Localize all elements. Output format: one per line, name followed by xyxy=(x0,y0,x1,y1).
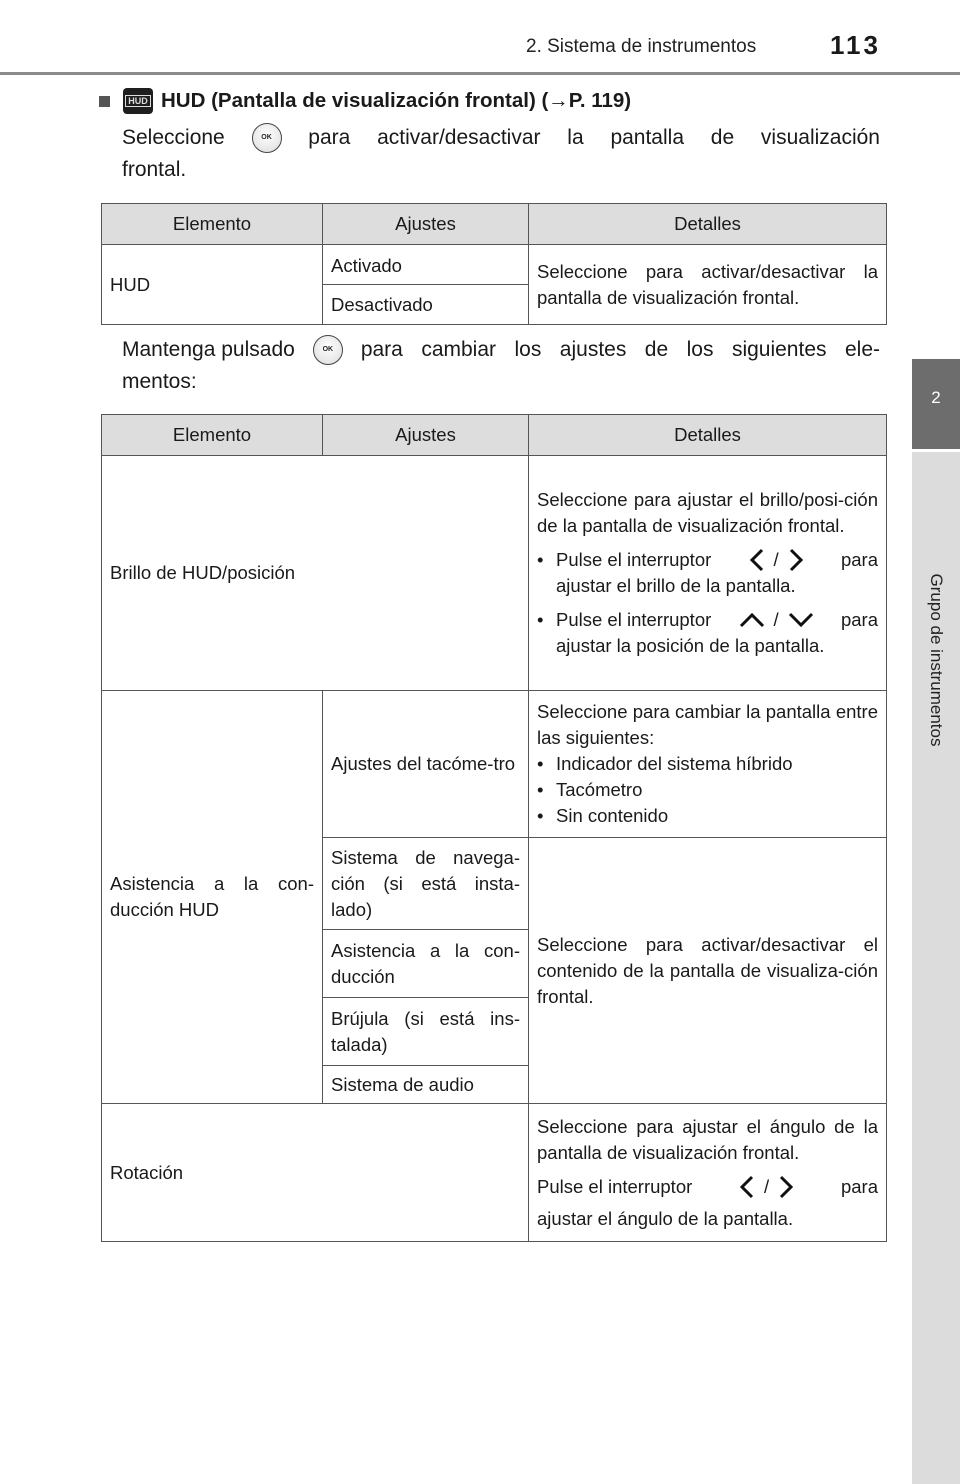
ok-button-icon: OK xyxy=(252,123,282,153)
chevron-down-icon xyxy=(787,611,815,629)
cell-element-assist: Asistencia a la con-ducción HUD xyxy=(102,691,323,1104)
chevron-up-icon xyxy=(738,611,766,629)
tach-option-1: Indicador del sistema híbrido xyxy=(556,753,793,774)
brightness-intro: Seleccione para ajustar el brillo/posi-ción de la pantalla de visualización frontal. xyxy=(537,489,878,536)
cell-details-tachometer xyxy=(529,691,887,838)
cell-setting-compass: Brújula (si está ins-talada) xyxy=(323,998,529,1066)
bullet-glyph: • xyxy=(537,779,544,800)
p1-word-visualizacion: visualización xyxy=(760,126,880,149)
b2-slash: / xyxy=(773,609,779,630)
page-reference: P. 119) xyxy=(568,89,632,112)
hud-adjustments-table xyxy=(101,414,887,1242)
square-bullet-icon xyxy=(99,96,110,107)
cell-setting-driving-assist: Asistencia a la con-ducción xyxy=(323,930,529,998)
cell-setting-audio: Sistema de audio xyxy=(323,1066,529,1104)
section-title: HUD (Pantalla de visualización frontal) ( xyxy=(161,89,549,112)
p1-word-la: la xyxy=(567,126,584,149)
list-item xyxy=(537,803,878,829)
p1-word-seleccione: Seleccione xyxy=(122,126,225,149)
cell-element-brightness: Brillo de HUD/posición xyxy=(102,456,529,691)
col-header-details: Detalles xyxy=(529,415,887,456)
cell-setting-tachometer: Ajustes del tacóme-tro xyxy=(323,691,529,838)
hud-icon xyxy=(123,88,153,114)
instruction-paragraph-2 xyxy=(122,334,880,398)
p2-line2: mentos: xyxy=(122,370,197,393)
table-row xyxy=(102,245,887,285)
bullet-glyph: • xyxy=(537,609,544,630)
b1-start: Pulse el interruptor xyxy=(556,549,712,570)
hud-settings-table xyxy=(101,203,887,325)
p1-word-activar: activar/desactivar xyxy=(377,126,541,149)
chevron-right-icon xyxy=(787,547,805,573)
p1-word-de: de xyxy=(710,126,735,149)
b1-end: para xyxy=(840,549,878,570)
list-item xyxy=(537,751,878,777)
table-header-row xyxy=(102,204,887,245)
tach-option-3: Sin contenido xyxy=(556,805,669,826)
b2-start: Pulse el interruptor xyxy=(556,609,712,630)
cell-setting-on: Activado xyxy=(323,245,529,285)
chapter-tab: 2 xyxy=(912,359,960,449)
brightness-bullet-1 xyxy=(537,547,878,573)
cell-setting-navigation: Sistema de navega-ción (si está insta-lado) xyxy=(323,838,529,930)
cell-details-rotation xyxy=(529,1104,887,1242)
list-item xyxy=(537,777,878,803)
rotation-intro: Seleccione para ajustar el ángulo de la pantalla de visualización frontal. xyxy=(537,1115,878,1163)
p1-word-pantalla: pantalla xyxy=(610,126,684,149)
tach-intro: Seleccione para cambiar la pantalla entre las siguientes: xyxy=(537,701,878,748)
cell-details-hud: Seleccione para activar/desactivar la pantalla de visualización frontal. xyxy=(529,245,887,325)
rot-end: para xyxy=(840,1175,878,1197)
table-row xyxy=(102,691,887,838)
p1-line2: frontal. xyxy=(122,158,187,181)
b2-end: para xyxy=(840,609,878,630)
table-header-row xyxy=(102,415,887,456)
rotation-line2: ajustar el ángulo de la pantalla. xyxy=(537,1207,794,1229)
header-section-title: 2. Sistema de instrumentos xyxy=(526,36,757,57)
b1-line2: ajustar el brillo de la pantalla. xyxy=(556,575,796,596)
chevron-left-icon xyxy=(738,1174,756,1200)
col-header-settings: Ajustes xyxy=(323,415,529,456)
instruction-paragraph-1 xyxy=(122,122,880,186)
chevron-left-icon xyxy=(748,547,766,573)
table-row xyxy=(102,1104,887,1242)
col-header-settings: Ajustes xyxy=(323,204,529,245)
header-divider xyxy=(0,72,960,75)
chapter-label: Grupo de instrumentos xyxy=(927,573,946,747)
rot-start: Pulse el interruptor xyxy=(537,1175,693,1197)
table-row xyxy=(102,456,887,691)
bullet-glyph: • xyxy=(537,753,544,774)
rot-slash: / xyxy=(764,1175,770,1197)
bullet-glyph: • xyxy=(537,805,544,826)
p2-start: Mantenga pulsado xyxy=(122,338,295,361)
cell-setting-off: Desactivado xyxy=(323,285,529,325)
bullet-glyph: • xyxy=(537,549,544,570)
section-heading xyxy=(99,88,631,114)
rotation-switch-line xyxy=(537,1174,878,1200)
page-number: 113 xyxy=(830,30,881,60)
p1-word-para: para xyxy=(308,126,351,149)
brightness-bullet-2 xyxy=(537,607,878,633)
b1-slash: / xyxy=(773,549,779,570)
b2-line2: ajustar la posición de la pantalla. xyxy=(556,635,825,656)
col-header-element: Elemento xyxy=(102,415,323,456)
cell-details-content: Seleccione para activar/desactivar el contenido de la pantalla de visualiza-ción frontal. xyxy=(529,838,887,1104)
col-header-element: Elemento xyxy=(102,204,323,245)
hud-icon-label: HUD xyxy=(125,95,151,107)
arrow-glyph: → xyxy=(548,89,569,112)
tach-option-2: Tacómetro xyxy=(556,779,643,800)
cell-details-brightness xyxy=(529,456,887,691)
ok-button-icon: OK xyxy=(313,335,343,365)
cell-element-hud: HUD xyxy=(102,245,323,325)
cell-element-rotation: Rotación xyxy=(102,1104,529,1242)
col-header-details: Detalles xyxy=(529,204,887,245)
chevron-right-icon xyxy=(777,1174,795,1200)
p2-rest: para cambiar los ajustes de los siguientes ele- xyxy=(360,338,880,361)
